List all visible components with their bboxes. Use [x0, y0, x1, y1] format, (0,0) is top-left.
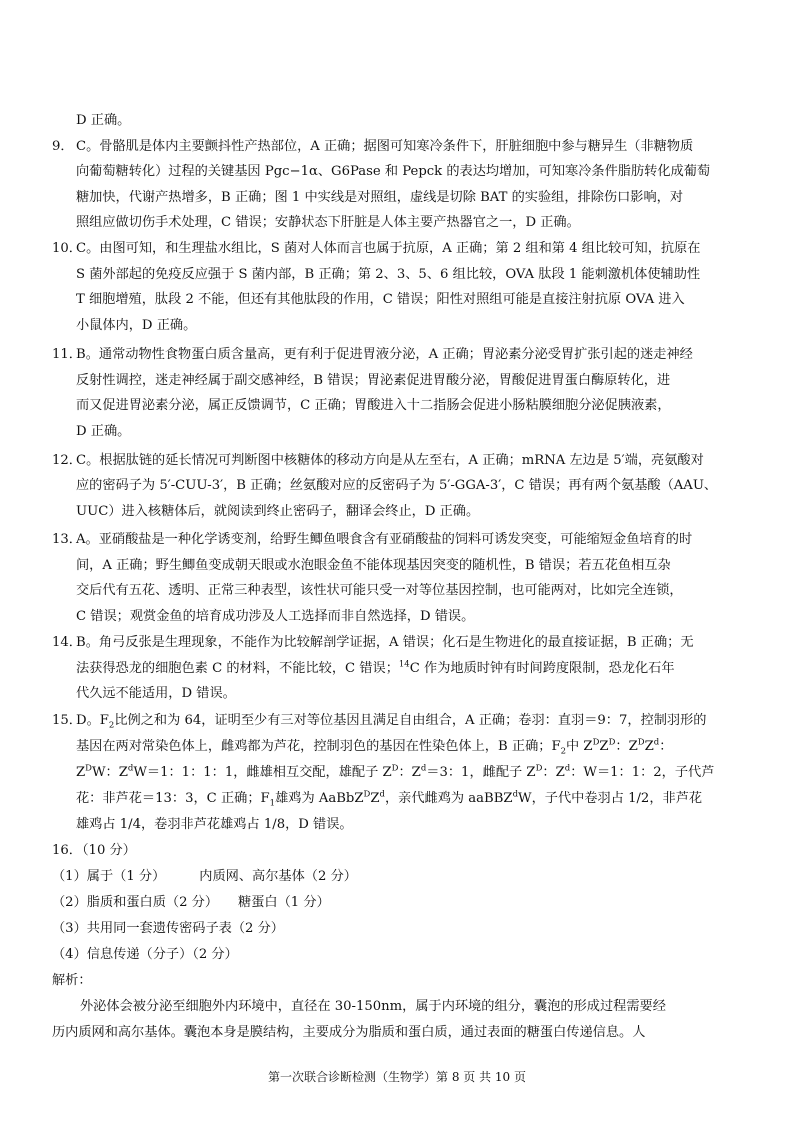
q13-line-1: A。亚硝酸盐是一种化学诱变剂，给野生鲫鱼喂食含有亚硝酸盐的饲料可诱发突变，可能缩短金鱼培育的时	[76, 532, 693, 547]
sup-D: D	[391, 763, 399, 774]
sup-d: d	[127, 763, 134, 774]
q9-line-4: 照组应做切伤手术处理，C 错误；安静状态下肝脏是人体主要产热器官之一，D 正确。	[76, 215, 580, 230]
q12-number: 12．	[52, 453, 82, 468]
answer-part-a: 脂质和蛋白质（2 分）	[86, 895, 219, 910]
q15-colon2: ：	[659, 739, 673, 754]
c14-superscript: 14	[398, 659, 410, 670]
answer-number: （4）	[52, 947, 87, 962]
sup-D: D	[637, 737, 645, 748]
q13-line-4: C 错误；观赏金鱼的培育成功涉及人工选择而非自然选择，D 错误。	[76, 609, 475, 624]
q15-z2: Z	[644, 739, 654, 754]
answer-number: （2）	[52, 895, 87, 910]
q15-l3-c: ：Z	[398, 765, 421, 780]
q15-f2-sub: 2	[108, 720, 115, 731]
q12-line-3: UUC）进入核糖体后，就阅读到终止密码子，翻译会终止，D 正确。	[76, 504, 480, 519]
answer-part-b: 糖蛋白（1 分）	[238, 895, 330, 910]
q15-l4-b: 雄鸡为 AaBbZ	[275, 791, 364, 806]
q9-line-2: 向葡萄糖转化）过程的关键基因 Pgc−1α、G6Pase 和 Pepck 的表达均增加，可知寒冷条件脂肪转化成葡萄	[76, 164, 711, 179]
q15-line-2-sub: 2	[560, 746, 567, 757]
q15-l3-e: ：Z	[542, 765, 565, 780]
answer-number: （1）	[52, 869, 87, 884]
q14-line-2-tail: C 作为地质时钟有时间跨度限制，恐龙化石年	[409, 661, 675, 676]
sup-D: D	[592, 737, 600, 748]
q10-line-1: C。由图可知，和生理盐水组比，S 菌对人体而言也属于抗原，A 正确；第 2 组和第 4 组比较可知，抗原在	[76, 241, 701, 256]
sup-d: d	[512, 789, 519, 800]
q15-line-2-text: 基因在两对常染色体上，雌鸡都为芦花，控制羽色的基因在性染色体上，B 正确；F	[76, 739, 561, 754]
q11-line-3: 而又促进胃泌素分泌，属正反馈调节，C 正确；胃酸进入十二指肠会促进小肠粘膜细胞分泌促胰液素，	[76, 398, 671, 413]
q15-l3-z: Z	[76, 765, 86, 780]
answer-part-a: 信息传递（分子）（2 分）	[86, 947, 238, 962]
q14-line-2	[76, 660, 675, 678]
q15-line-1-rest: 比例之和为 64，证明至少有三对等位基因且满足自由组合，A 正确；卷羽：直羽＝9：7，控制羽形的	[114, 713, 707, 728]
q11-line-1: B。通常动物性食物蛋白质含量高，更有利于促进胃液分泌，A 正确；胃泌素分泌受胃扩张引起的迷走神经	[76, 347, 693, 362]
answer-part-a: 属于（1 分）	[86, 869, 166, 884]
q15-line-2-tail: 中 Z	[566, 739, 593, 754]
q13-number: 13．	[52, 532, 82, 547]
q9-line-3: 糖加快，代谢产热增多，B 正确；图 1 中实线是对照组，虚线是切除 BAT 的实验组，排除伤口影响，对	[76, 190, 684, 205]
sup-D: D	[535, 763, 543, 774]
answer-part-b: 内质网、高尔基体（2 分）	[199, 869, 357, 884]
q12-line-2: 应的密码子为 5′-CUU-3′，B 正确；丝氨酸对应的反密码子为 5′-GGA-3′，C 错误；再有两个氨基酸（AAU、	[76, 478, 718, 493]
q15-l4-c: Z	[370, 791, 380, 806]
q15-l3-f: ：W＝1：1：2，子代芦	[570, 765, 715, 780]
sup-d: d	[420, 763, 427, 774]
q16-answer-1	[52, 868, 357, 886]
q9-number: 9．	[52, 139, 74, 154]
q10-line-2: S 菌外部起的免疫反应强于 S 菌内部，B 正确；第 2、3、5、6 组比较，OVA 肽段 1 能刺激机体使辅助性	[76, 267, 701, 282]
q15-l4-d: ，亲代雌鸡为 aaBBZ	[384, 791, 513, 806]
q10-line-4: 小鼠体内，D 正确。	[76, 318, 197, 333]
page-footer: 第一次联合诊断检测（生物学）第 8 页 共 10 页	[268, 1070, 526, 1084]
q14-line-3: 代久远不能适用，D 错误。	[76, 686, 236, 701]
answer-number: （3）	[52, 921, 87, 936]
analysis-line-2: 历内质网和高尔基体。囊泡本身是膜结构，主要成分为脂质和蛋白质，通过表面的糖蛋白传递信息。人	[52, 1025, 646, 1040]
q15-z: Z	[599, 739, 609, 754]
sup-D: D	[363, 789, 371, 800]
q10-number: 10．	[52, 241, 82, 256]
q9-line-1: C。骨骼肌是体内主要颤抖性产热部位，A 正确；据图可知寒冷条件下，肝脏细胞中参与糖异生（非糖物质	[76, 139, 694, 154]
q15-number: 15．	[52, 713, 82, 728]
q16-answer-3	[52, 920, 284, 938]
q16-answer-4	[52, 946, 238, 964]
sub-1: 1	[269, 798, 276, 809]
q14-line-1: B。角弓反张是生理现象，不能作为比较解剖学证据，A 错误；化石是生物进化的最直接证据，B 正确；无	[76, 635, 694, 650]
sup-D: D	[85, 763, 92, 774]
q16-answer-2	[52, 894, 330, 912]
answer-part-a: 共用同一套遗传密码子表（2 分）	[86, 921, 284, 936]
q15-line-3	[76, 764, 714, 782]
q15-line-1	[76, 712, 707, 730]
q16-title: 16．（10 分）	[52, 843, 136, 858]
analysis-label: 解析：	[52, 973, 92, 988]
q15-l4-e: W，子代中卷羽占 1/2，非芦花	[518, 791, 703, 806]
q10-line-3: T 细胞增殖，肽段 2 不能，但还有其他肽段的作用，C 错误；阳性对照组可能是直接注射抗原 OVA 进入	[76, 292, 685, 307]
q15-l3-a: W：Z	[92, 765, 128, 780]
q15-line-2	[76, 738, 672, 756]
q14-number: 14．	[52, 635, 82, 650]
q11-line-2: 反射性调控，迷走神经属于副交感神经，B 错误；胃泌素促进胃酸分泌，胃酸促进胃蛋白酶原转化，进	[76, 373, 671, 388]
q11-line-4: D 正确。	[76, 424, 131, 439]
sup-d: d	[564, 763, 571, 774]
q15-line-4	[76, 790, 702, 808]
q15-l3-b: W＝1：1：1：1，雌雄相互交配，雄配子 Z	[133, 765, 392, 780]
sup-d: d	[653, 737, 660, 748]
sup-d: d	[379, 789, 385, 800]
q15-colon: ：Z	[615, 739, 638, 754]
q15-l3-d: ＝3：1，雌配子 Z	[426, 765, 536, 780]
sup-D: D	[608, 737, 616, 748]
analysis-line-1: 外泌体会被分泌至细胞外内环境中，直径在 30-150nm，属于内环境的组分，囊泡的形成过程需要经	[80, 999, 666, 1014]
q14-line-2-text: 法获得恐龙的细胞色素 C 的材料，不能比较，C 错误；	[76, 661, 399, 676]
q13-line-2: 间，A 正确；野生鲫鱼变成朝天眼或水泡眼金鱼不能体现基因突变的随机性，B 错误；若五花鱼相互杂	[76, 558, 671, 573]
q13-line-3: 交后代有五花、透明、正常三种表型，该性状可能只受一对等位基因控制，也可能两对，比如完全连锁，	[76, 583, 683, 598]
q11-number: 11．	[52, 347, 82, 362]
q15-line-5: 雄鸡占 1/4，卷羽非芦花雄鸡占 1/8，D 错误。	[76, 817, 353, 832]
q15-l4-a: 花：非芦花＝13：3，C 正确；F	[76, 791, 270, 806]
q12-line-1: C。根据肽链的延长情况可判断图中核糖体的移动方向是从左至右，A 正确；mRNA 左边是 5′端，亮氨酸对	[76, 453, 704, 468]
q15-f2-prefix: D。F	[76, 713, 109, 728]
prev-answer-tail: D 正确。	[76, 113, 131, 128]
